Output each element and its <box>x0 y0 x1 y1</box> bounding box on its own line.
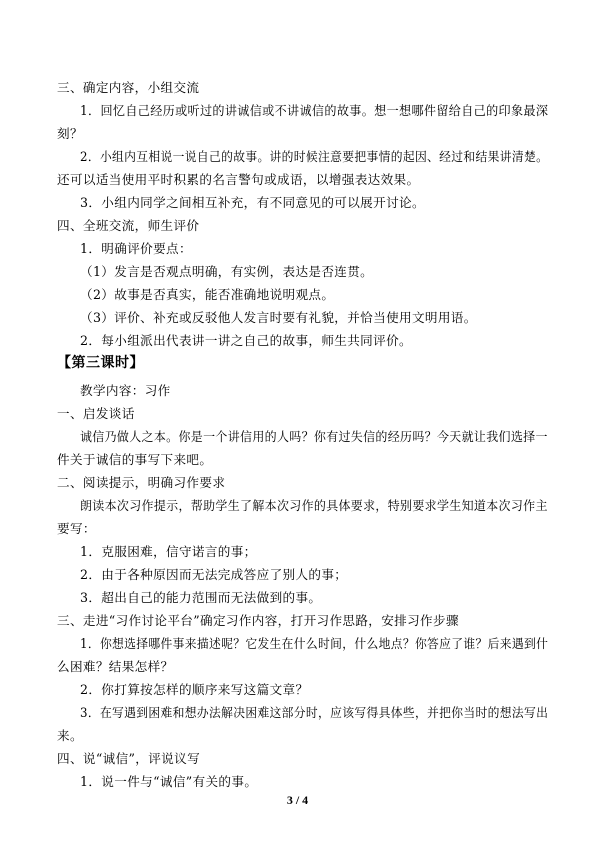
paragraph-line: 2．小组内互相说一说自己的故事。讲的时候注意要把事情的起因、经过和结果讲清楚。 <box>80 149 549 164</box>
paragraph-line: 诚信乃做人之本。你是一个讲信用的人吗？你有过失信的经历吗？今天就让我们选择一 <box>80 429 548 444</box>
paragraph-line: 1．你想选择哪件事来描述呢？它发生在什么时间，什么地点？你答应了谁？后来遇到什 <box>80 636 549 651</box>
paragraph-line: （2）故事是否真实，能否准确地说明观点。 <box>80 287 335 302</box>
paragraph-line: 1．回忆自己经历或听过的讲诚信或不讲诚信的故事。想一想哪件留给自己的印象最深 <box>80 103 549 118</box>
paragraph-line: （3）评价、补充或反驳他人发言时要有礼貌，并恰当使用文明用语。 <box>80 310 477 325</box>
paragraph-line: 来。 <box>57 728 83 743</box>
section-heading-1: 一、启发谈话 <box>57 406 135 421</box>
paragraph-line: 1．明确评价要点： <box>80 241 192 256</box>
paragraph-line: 刻？ <box>57 126 83 141</box>
section-heading-2: 二、阅读提示，明确习作要求 <box>57 475 226 490</box>
section-heading-3: 三、确定内容，小组交流 <box>57 80 200 95</box>
paragraph-line: 3．在写遇到困难和想办法解决困难这部分时，应该写得具体些，并把你当时的想法写出 <box>80 705 549 720</box>
paragraph-line: 3．小组内同学之间相互补充，有不同意见的可以展开讨论。 <box>80 195 425 210</box>
paragraph-line: 朗读本次习作提示，帮助学生了解本次习作的具体要求，特别要求学生知道本次习作主 <box>80 498 548 513</box>
paragraph-line: （1）发言是否观点明确，有实例，表达是否连贯。 <box>80 264 374 279</box>
paragraph-line: 还可以适当使用平时积累的名言警句或成语，以增强表达效果。 <box>57 172 420 187</box>
paragraph-line: 么困难？结果怎样？ <box>57 659 174 674</box>
page-number: 3 / 4 <box>286 793 309 807</box>
paragraph-line: 3．超出自己的能力范围而无法做到的事。 <box>80 590 322 605</box>
paragraph-line: 要写： <box>57 521 96 536</box>
paragraph-line: 2．由于各种原因而无法完成答应了别人的事； <box>80 567 348 582</box>
section-heading-3: 三、走进“习作讨论平台”确定习作内容，打开习作思路，安排习作步骤 <box>57 613 459 628</box>
lesson-heading: 【第三课时】 <box>57 355 144 371</box>
paragraph-line: 1．克服困难，信守诺言的事； <box>80 544 257 559</box>
paragraph-line: 件关于诚信的事写下来吧。 <box>57 452 213 467</box>
section-heading-4: 四、说“诚信”，评说议写 <box>57 751 201 766</box>
paragraph-line: 2．每小组派出代表讲一讲之自己的故事，师生共同评价。 <box>80 333 412 348</box>
section-heading-4: 四、全班交流，师生评价 <box>57 218 200 233</box>
paragraph-line: 教学内容：习作 <box>80 383 171 398</box>
paragraph-line: 1．说一件与“诚信”有关的事。 <box>80 774 258 789</box>
paragraph-line: 2．你打算按怎样的顺序来写这篇文章？ <box>80 682 309 697</box>
